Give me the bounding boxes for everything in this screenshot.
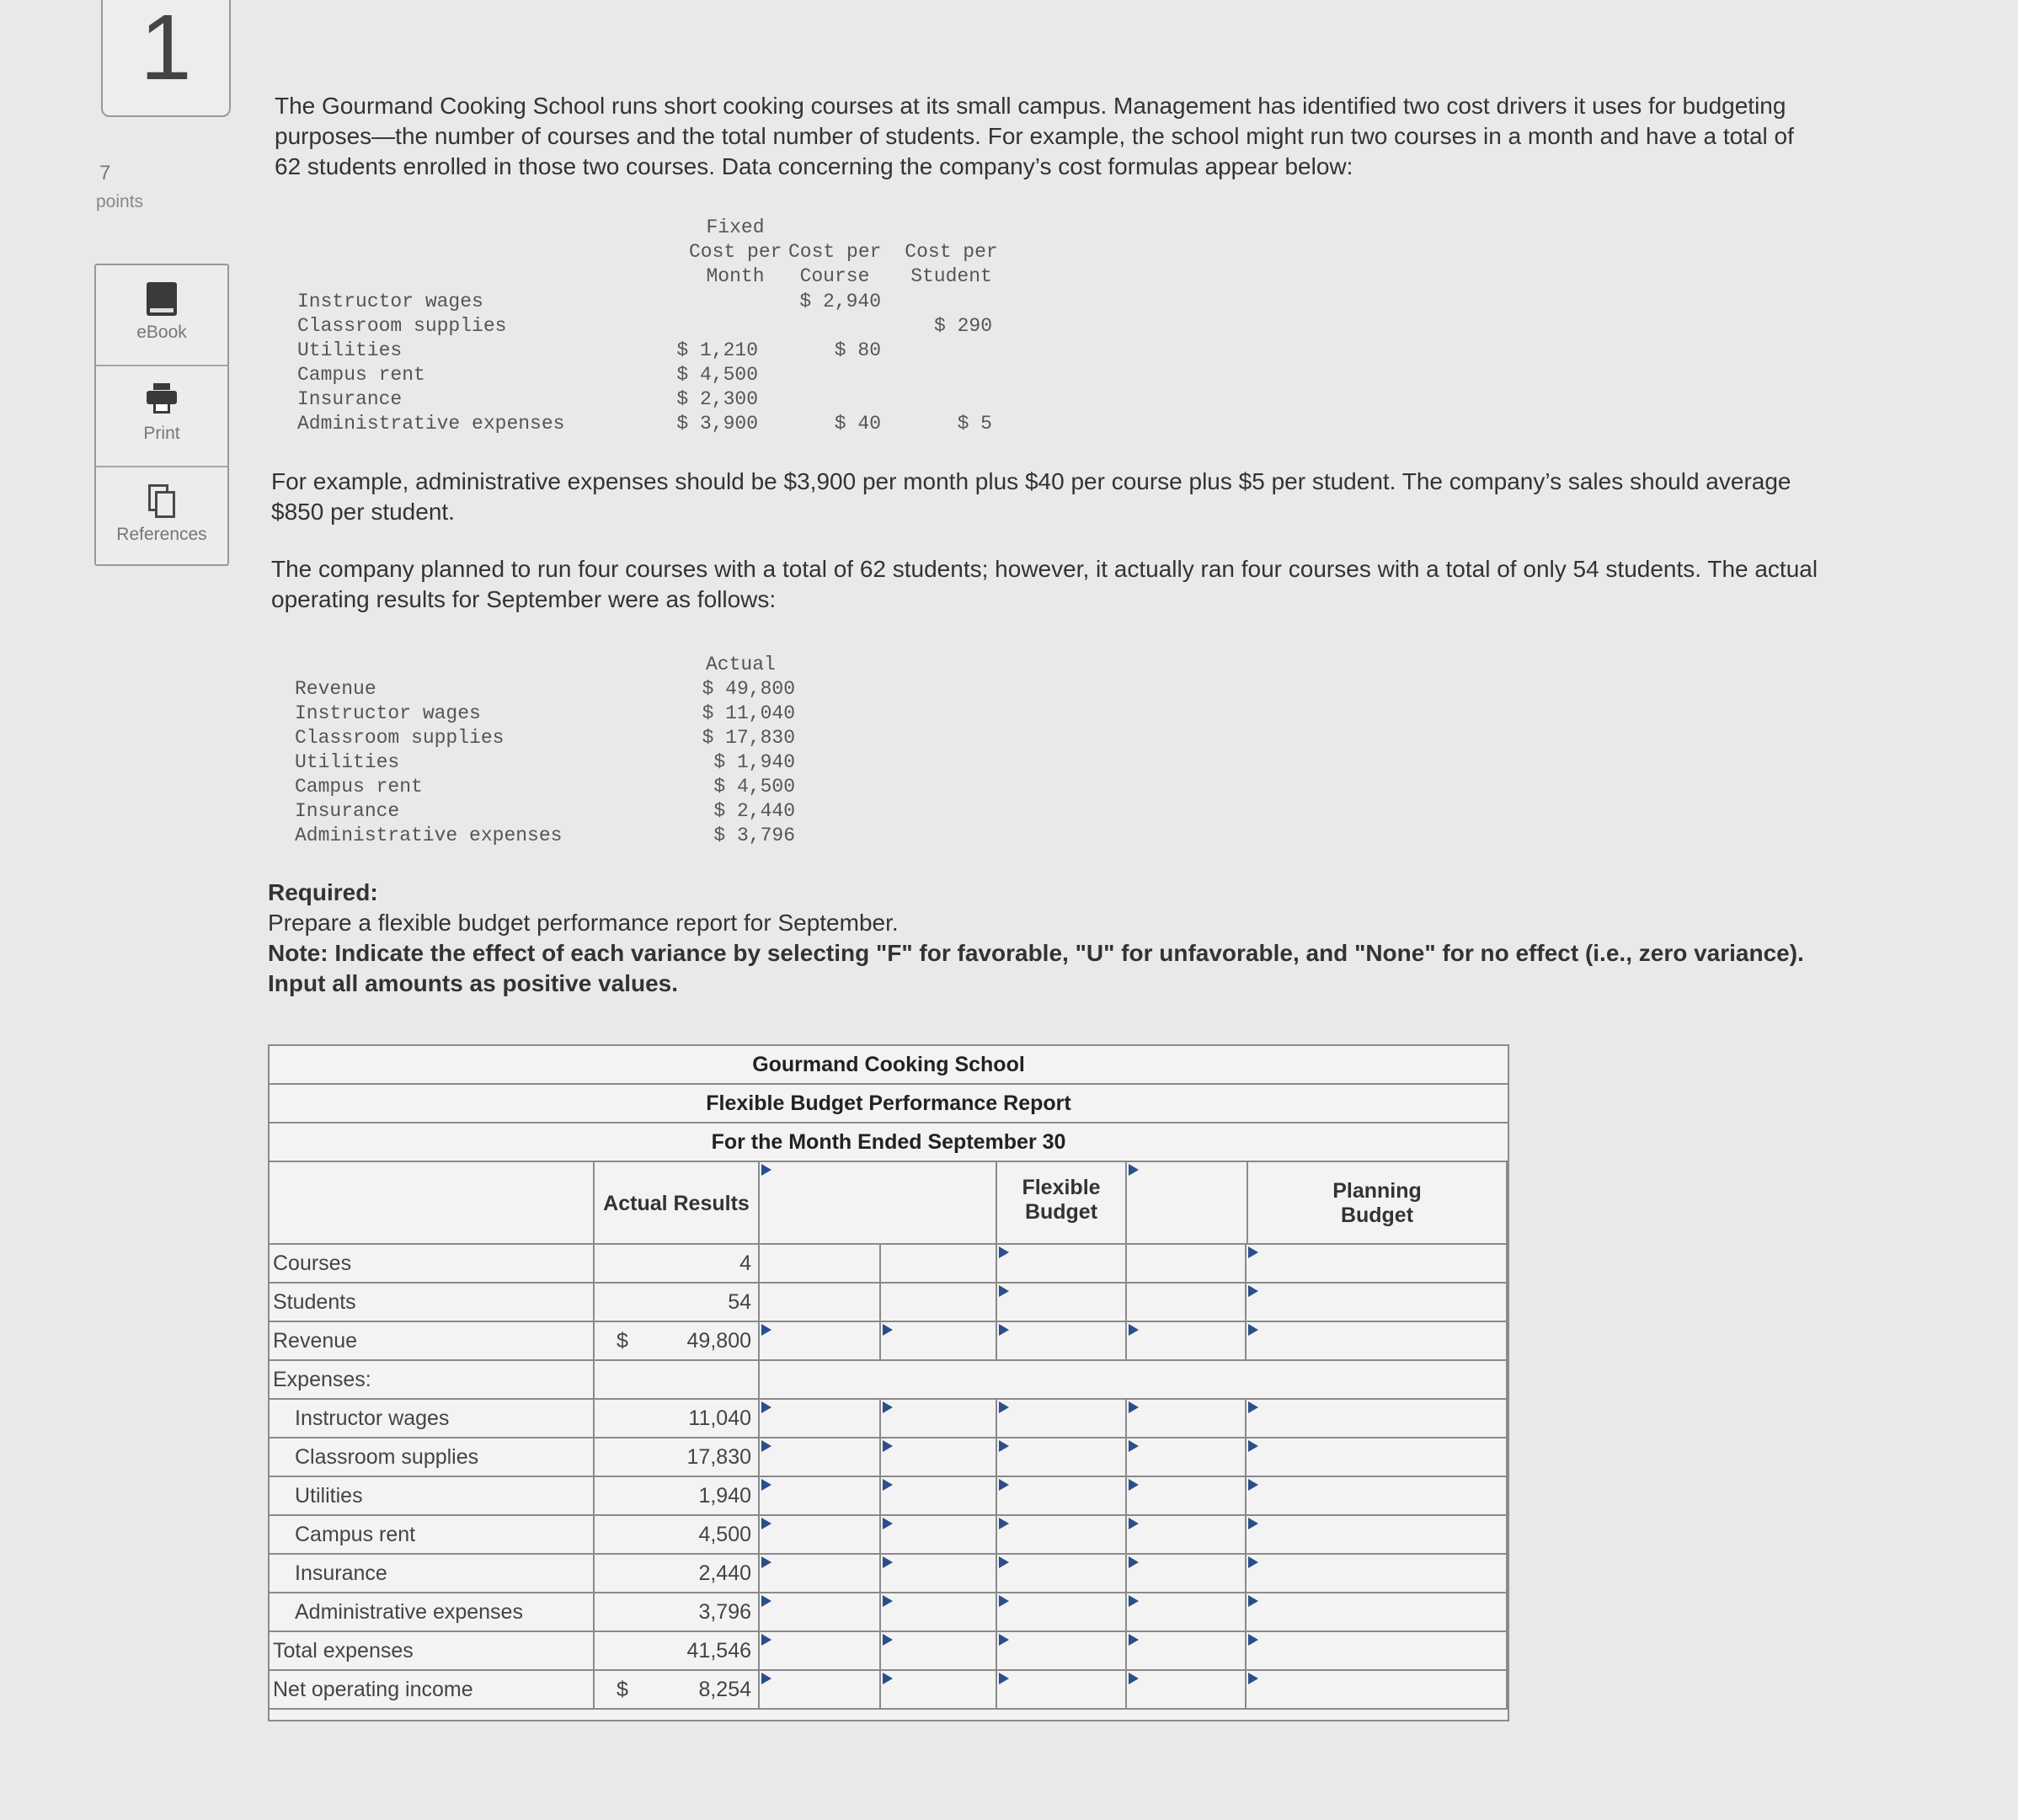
input-cell[interactable]: [881, 1284, 997, 1322]
row-label: [270, 1438, 595, 1477]
dropdown-marker-icon: [999, 1324, 1009, 1336]
dollar-sign: $: [617, 1329, 628, 1353]
row-label-text: Campus rent: [295, 1523, 416, 1546]
actual-amount: 1,940: [698, 1484, 751, 1508]
dropdown-marker-icon: [883, 1518, 893, 1529]
actual-value: [595, 1555, 760, 1593]
ebook-label: eBook: [136, 323, 187, 342]
dropdown-marker-icon: [761, 1634, 771, 1646]
input-cell[interactable]: [1247, 1245, 1508, 1284]
input-cell[interactable]: [760, 1632, 881, 1671]
dropdown-marker-icon: [883, 1556, 893, 1568]
row-label: [270, 1555, 595, 1593]
fixed-header: Fixed Cost per Month: [689, 216, 782, 287]
dropdown-marker-icon: [761, 1324, 771, 1336]
input-cell[interactable]: [997, 1400, 1127, 1438]
actual-amount: 8,254: [698, 1678, 751, 1701]
input-cell[interactable]: [1127, 1322, 1247, 1361]
input-cell[interactable]: [997, 1671, 1127, 1710]
row-label-text: Net operating income: [273, 1678, 473, 1701]
dropdown-marker-icon: [883, 1401, 893, 1413]
input-cell[interactable]: [1127, 1671, 1247, 1710]
row-label-text: Total expenses: [273, 1639, 414, 1663]
report-period: For the Month Ended September 30: [270, 1123, 1508, 1162]
dropdown-marker-icon: [1129, 1595, 1139, 1607]
performance-report: [268, 1044, 1509, 1721]
input-cell[interactable]: [881, 1477, 997, 1516]
dropdown-marker-icon: [883, 1479, 893, 1491]
actual-value: [595, 1632, 760, 1671]
header-blank: [270, 1162, 595, 1245]
input-cell[interactable]: [881, 1245, 997, 1284]
dropdown-marker-icon: [999, 1518, 1009, 1529]
input-cell[interactable]: [760, 1322, 881, 1361]
row-label-text: Revenue: [273, 1329, 358, 1353]
dropdown-marker-icon: [1129, 1324, 1139, 1336]
dropdown-marker-icon: [761, 1440, 771, 1452]
actual-amount: 4: [739, 1252, 751, 1275]
planned-text: The company planned to run four courses with a total of 62 students; however, it actually ran four courses with a total of only 54 students. The actual operating results for September were as follows:: [271, 556, 1818, 612]
input-cell[interactable]: [760, 1671, 881, 1710]
row-label: [270, 1322, 595, 1361]
student-values: $ 290 $ 5: [933, 315, 992, 435]
dropdown-marker-icon: [999, 1479, 1009, 1491]
input-cell[interactable]: [997, 1438, 1127, 1477]
actual-amount: 54: [728, 1290, 751, 1314]
references-icon: [147, 484, 177, 518]
course-values: $ 2,940 $ 80 $ 40: [799, 291, 881, 435]
dropdown-marker-icon: [1129, 1164, 1139, 1176]
dropdown-marker-icon: [999, 1595, 1009, 1607]
input-cell[interactable]: [881, 1555, 997, 1593]
example-text: For example, administrative expenses should be $3,900 per month plus $40 per course plus $5 per student. The company’s sales should average $850 per student.: [271, 468, 1791, 525]
row-label: [270, 1632, 595, 1671]
dropdown-marker-icon: [999, 1401, 1009, 1413]
cost-row-labels: Instructor wages Classroom supplies Utilities Campus rent Insurance Administrative expenses: [297, 291, 565, 435]
input-cell[interactable]: [760, 1593, 881, 1632]
dropdown-marker-icon: [761, 1164, 771, 1176]
dropdown-marker-icon: [1129, 1634, 1139, 1646]
row-label-text: Administrative expenses: [295, 1600, 523, 1624]
input-cell[interactable]: [1247, 1438, 1508, 1477]
dropdown-marker-icon: [999, 1440, 1009, 1452]
row-label: [270, 1245, 595, 1284]
actual-amount: 4,500: [698, 1523, 751, 1546]
actual-amount: 49,800: [686, 1329, 751, 1353]
input-cell[interactable]: [997, 1516, 1127, 1555]
input-cell[interactable]: [760, 1438, 881, 1477]
dropdown-marker-icon: [883, 1440, 893, 1452]
dropdown-marker-icon: [1248, 1324, 1258, 1336]
actual-value: [595, 1516, 760, 1555]
input-cell[interactable]: [997, 1284, 1127, 1322]
row-label-text: Utilities: [295, 1484, 363, 1508]
required-note: Note: Indicate the effect of each variance by selecting "F" for favorable, "U" for unfavorable, and "None" for no effect (i.e., zero variance). Input all amounts as positive values.: [268, 940, 1804, 996]
report-subtitle: Flexible Budget Performance Report: [270, 1085, 1508, 1123]
input-cell[interactable]: [760, 1284, 881, 1322]
input-cell[interactable]: [997, 1322, 1127, 1361]
tool-panel: [94, 264, 229, 566]
planning-label-1: Planning: [1332, 1179, 1422, 1203]
flexible-label-1: Flexible: [1022, 1176, 1101, 1199]
planning-budget-header: [1247, 1162, 1508, 1245]
actual-amount: 41,546: [686, 1639, 751, 1663]
input-cell[interactable]: [760, 1400, 881, 1438]
row-label: [270, 1284, 595, 1322]
row-label: [270, 1671, 595, 1710]
dropdown-marker-icon: [1129, 1556, 1139, 1568]
row-label: [270, 1593, 595, 1632]
dropdown-marker-icon: [761, 1401, 771, 1413]
actual-value: [595, 1400, 760, 1438]
ebook-button[interactable]: [96, 265, 227, 366]
input-cell[interactable]: [760, 1245, 881, 1284]
dropdown-marker-icon: [1248, 1634, 1258, 1646]
input-cell[interactable]: [881, 1632, 997, 1671]
input-cell[interactable]: [1247, 1477, 1508, 1516]
student-header: Cost per Student: [905, 241, 998, 287]
input-cell[interactable]: [997, 1632, 1127, 1671]
input-cell[interactable]: [1127, 1632, 1247, 1671]
course-header: Cost per Course: [788, 241, 882, 287]
input-cell[interactable]: [881, 1593, 997, 1632]
input-cell[interactable]: [997, 1477, 1127, 1516]
actual-value: [595, 1284, 760, 1322]
input-cell[interactable]: [1127, 1593, 1247, 1632]
dropdown-marker-icon: [761, 1479, 771, 1491]
report-title: Gourmand Cooking School: [270, 1046, 1508, 1085]
input-cell[interactable]: [1247, 1284, 1508, 1322]
dropdown-marker-icon: [999, 1556, 1009, 1568]
dropdown-marker-icon: [1248, 1285, 1258, 1297]
actual-value: [595, 1477, 760, 1516]
input-cell[interactable]: [1247, 1632, 1508, 1671]
input-cell[interactable]: [1127, 1284, 1247, 1322]
dropdown-marker-icon: [999, 1285, 1009, 1297]
input-cell[interactable]: [881, 1438, 997, 1477]
actual-value: [595, 1245, 760, 1284]
actual-row-labels: Revenue Instructor wages Classroom supplies Utilities Campus rent Insurance Administrative expenses: [295, 678, 563, 846]
row-label-text: Students: [273, 1290, 356, 1314]
dropdown-marker-icon: [1129, 1673, 1139, 1684]
dropdown-marker-icon: [1129, 1401, 1139, 1413]
points-value: 7: [99, 162, 111, 184]
actual-value: [595, 1322, 760, 1361]
input-cell[interactable]: [1247, 1671, 1508, 1710]
input-cell[interactable]: [1127, 1555, 1247, 1593]
actual-amount: 3,796: [698, 1600, 751, 1624]
planning-label-2: Budget: [1340, 1204, 1414, 1227]
dropdown-marker-icon: [1248, 1401, 1258, 1413]
report-grid: [270, 1162, 1508, 1720]
flexible-budget-header: [997, 1162, 1127, 1245]
actual-results-label: Actual Results: [603, 1192, 750, 1215]
input-cell[interactable]: [760, 1516, 881, 1555]
input-cell[interactable]: [881, 1671, 997, 1710]
row-label: [270, 1516, 595, 1555]
dropdown-marker-icon: [761, 1673, 771, 1684]
question-number: 1: [101, 0, 231, 117]
print-label: Print: [143, 424, 180, 443]
input-cell[interactable]: [1127, 1245, 1247, 1284]
input-cell[interactable]: [997, 1245, 1127, 1284]
dropdown-marker-icon: [883, 1673, 893, 1684]
input-cell[interactable]: [760, 1477, 881, 1516]
dropdown-marker-icon: [1129, 1479, 1139, 1491]
input-cell[interactable]: [1127, 1477, 1247, 1516]
actual-amount: 11,040: [688, 1406, 751, 1430]
actual-value: [595, 1438, 760, 1477]
row-label-text: Expenses:: [273, 1368, 371, 1391]
row-label: [270, 1361, 595, 1400]
input-cell[interactable]: [881, 1322, 997, 1361]
input-cell[interactable]: [1247, 1593, 1508, 1632]
row-label: [270, 1400, 595, 1438]
expenses-blank: [760, 1361, 1508, 1400]
dropdown-marker-icon: [1248, 1479, 1258, 1491]
dropdown-marker-icon: [1129, 1518, 1139, 1529]
dropdown-marker-icon: [883, 1595, 893, 1607]
points-label: points: [96, 192, 144, 211]
dropdown-marker-icon: [1129, 1440, 1139, 1452]
print-button[interactable]: [96, 366, 227, 467]
fixed-values: $ 1,210 $ 4,500 $ 2,300 $ 3,900: [676, 339, 758, 435]
dropdown-marker-icon: [761, 1556, 771, 1568]
dropdown-marker-icon: [761, 1518, 771, 1529]
dropdown-marker-icon: [999, 1634, 1009, 1646]
actual-amount: 17,830: [686, 1445, 751, 1469]
variance-header-1[interactable]: [760, 1162, 997, 1245]
input-cell[interactable]: [1247, 1555, 1508, 1593]
dropdown-marker-icon: [883, 1634, 893, 1646]
input-cell[interactable]: [997, 1555, 1127, 1593]
required-title: Required:: [268, 879, 378, 905]
dollar-sign: $: [617, 1678, 628, 1701]
actual-value: [595, 1593, 760, 1632]
printer-icon: [147, 383, 177, 417]
input-cell[interactable]: [881, 1516, 997, 1555]
actual-values: $ 49,800 $ 11,040 $ 17,830 $ 1,940 $ 4,500 $ 2,440 $ 3,796: [702, 678, 795, 846]
row-label-text: Insurance: [295, 1561, 387, 1585]
dropdown-marker-icon: [1248, 1595, 1258, 1607]
input-cell[interactable]: [881, 1400, 997, 1438]
actual-value: [595, 1671, 760, 1710]
input-cell[interactable]: [1247, 1400, 1508, 1438]
dropdown-marker-icon: [999, 1673, 1009, 1684]
actual-header: Actual: [706, 654, 776, 675]
input-cell[interactable]: [997, 1593, 1127, 1632]
input-cell[interactable]: [1127, 1516, 1247, 1555]
references-button[interactable]: [96, 467, 227, 567]
input-cell[interactable]: [1127, 1400, 1247, 1438]
row-label-text: Classroom supplies: [295, 1445, 479, 1469]
input-cell[interactable]: [1247, 1322, 1508, 1361]
required-instruction: Prepare a flexible budget performance report for September.: [268, 910, 899, 936]
references-label: References: [116, 525, 207, 544]
actual-amount: 2,440: [698, 1561, 751, 1585]
input-cell[interactable]: [760, 1555, 881, 1593]
dropdown-marker-icon: [1248, 1440, 1258, 1452]
dropdown-marker-icon: [1248, 1556, 1258, 1568]
actual-results-header: [595, 1162, 760, 1245]
input-cell[interactable]: [1247, 1516, 1508, 1555]
dropdown-marker-icon: [1248, 1673, 1258, 1684]
row-label: [270, 1477, 595, 1516]
book-icon: [147, 282, 177, 316]
intro-text: The Gourmand Cooking School runs short cooking courses at its small campus. Management has identified two cost drivers it uses for budgeting purposes—the number of courses and the total number of students. For example, the school might run two courses in a month and have a total of 62 students enrolled in those two courses. Data concerning the company’s cost formulas appear below:: [275, 93, 1794, 179]
actual-value: [595, 1361, 760, 1400]
dropdown-marker-icon: [999, 1246, 1009, 1258]
row-label-text: Instructor wages: [295, 1406, 450, 1430]
row-label-text: Courses: [273, 1252, 352, 1275]
dropdown-marker-icon: [883, 1324, 893, 1336]
input-cell[interactable]: [1127, 1438, 1247, 1477]
dropdown-marker-icon: [1248, 1246, 1258, 1258]
dropdown-marker-icon: [1248, 1518, 1258, 1529]
dropdown-marker-icon: [761, 1595, 771, 1607]
flexible-label-2: Budget: [1024, 1200, 1098, 1224]
